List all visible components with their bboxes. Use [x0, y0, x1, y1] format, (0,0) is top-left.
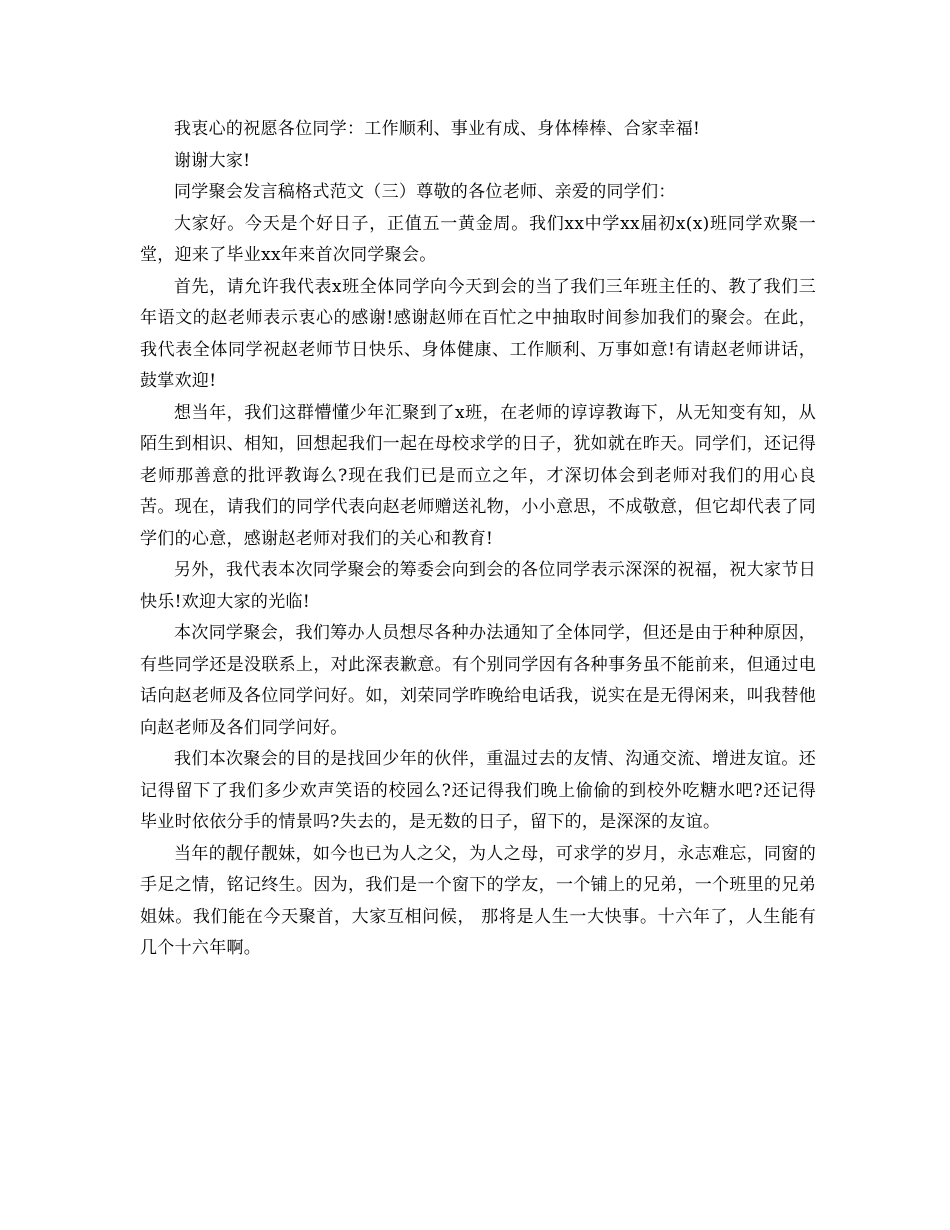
- paragraph-closing-wish: 我衷心的祝愿各位同学：工作顺利、事业有成、身体棒棒、合家幸福!: [174, 119, 701, 139]
- paragraph-notice: 本次同学聚会，我们筹办人员想尽各种办法通知了全体同学，但还是由于种种原因，有些同学还是没联系上，对此深表歉意。有个别同学因有各种事务虽不能前来，但通过电话向赵老师及各位同学问好。如，刘荣同学昨晚给电话我，说实在是无得闲来，叫我替他向赵老师及各们同学问好。: [140, 623, 816, 738]
- paragraph-greeting: 大家好。今天是个好日子，正值五一黄金周。我们xx中学xx届初x(x)班同学欢聚一堂，迎来了毕业xx年来首次同学聚会。: [140, 213, 816, 265]
- paragraph-purpose: 我们本次聚会的目的是找回少年的伙伴，重温过去的友情、沟通交流、增进友谊。还记得留下了我们多少欢声笑语的校园么?还记得我们晚上偷偷的到校外吃糖水吧?还记得毕业时依依分手的情景吗?失去的，是无数的日子，留下的，是深深的友谊。: [140, 749, 816, 832]
- paragraph-section-heading: 同学聚会发言稿格式范文（三）尊敬的各位老师、亲爱的同学们：: [174, 182, 676, 202]
- paragraph-reflection: 当年的靓仔靓妹，如今也已为人之父，为人之母，可求学的岁月，永志难忘，同窗的手足之情，铭记终生。因为，我们是一个窗下的学友，一个铺上的兄弟，一个班里的兄弟姐妹。我们能在今天聚首，大家互相问候， 那将是人生一大快事。十六年了，人生能有几个十六年啊。: [140, 843, 816, 958]
- paragraph-thanks: 谢谢大家!: [174, 150, 251, 171]
- paragraph-blessing: 另外，我代表本次同学聚会的筹委会向到会的各位同学表示深深的祝福，祝大家节日快乐!欢迎大家的光临!: [140, 560, 816, 612]
- paragraph-memories: 想当年，我们这群懵懂少年汇聚到了x班，在老师的谆谆教诲下，从无知变有知，从陌生到相识、相知，回想起我们一起在母校求学的日子，犹如就在昨天。同学们，还记得老师那善意的批评教诲么?现在我们已是而立之年，才深切体会到老师对我们的用心良苦。现在，请我们的同学代表向赵老师赠送礼物，小小意思，不成敬意，但它却代表了同学们的心意，感谢赵老师对我们的关心和教育!: [140, 402, 816, 549]
- paragraph-thank-teacher: 首先，请允许我代表x班全体同学向今天到会的当了我们三年班主任的、教了我们三年语文的赵老师表示衷心的感谢!感谢赵师在百忙之中抽取时间参加我们的聚会。在此，我代表全体同学祝赵老师节日快乐、身体健康、工作顺利、万事如意!有请赵老师讲话，鼓掌欢迎!: [140, 276, 816, 391]
- document-body: [140, 114, 816, 965]
